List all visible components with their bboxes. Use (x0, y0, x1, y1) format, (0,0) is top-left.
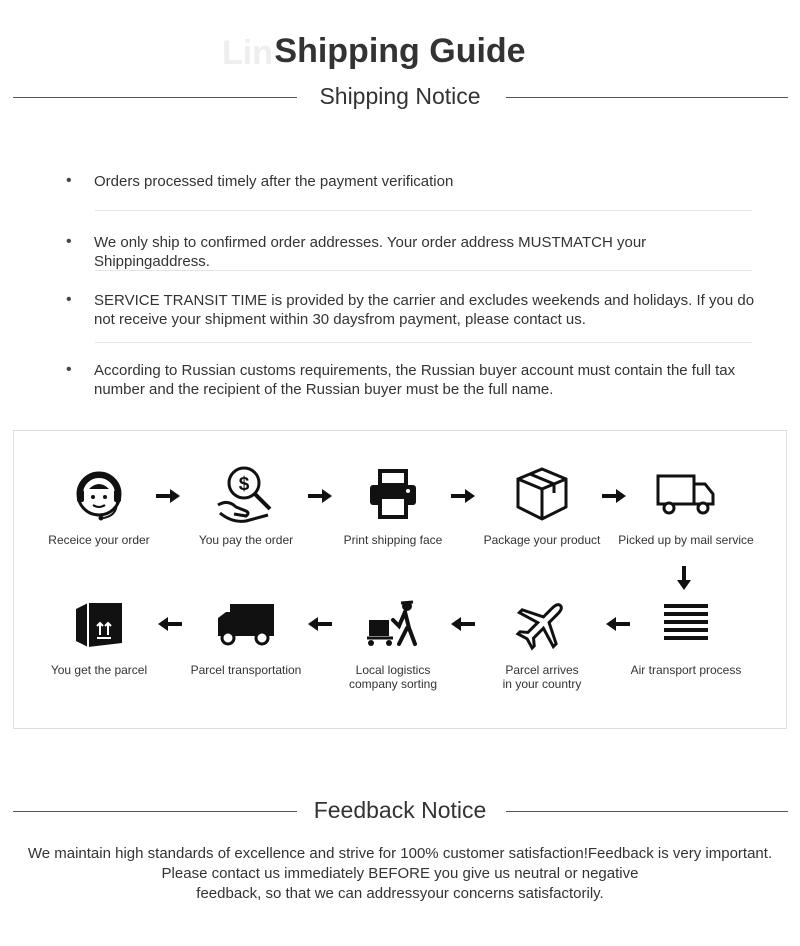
arrow-left-icon (308, 617, 332, 631)
feedback-line: feedback, so that we can addressyour concerns satisfactorily. (196, 885, 604, 902)
step-get-parcel (29, 591, 169, 677)
bullet: • (66, 172, 72, 189)
arrow-right-icon (451, 489, 475, 503)
divider (95, 210, 752, 211)
step-label: Receice your order (48, 533, 150, 547)
parcel-box-icon (29, 591, 169, 657)
customer-service-icon (29, 461, 169, 527)
step-label: Parcel arrives in your country (502, 663, 582, 691)
arrow-left-icon (606, 617, 630, 631)
package-icon (472, 461, 612, 527)
divider (95, 270, 752, 271)
bullet: • (66, 291, 72, 308)
feedback-line: We maintain high standards of excellence and strive for 100% customer satisfaction!Feedback is very important. (27, 845, 773, 862)
watermark-text: Lin (222, 34, 273, 72)
printer-icon (323, 461, 463, 527)
shipping-process-panel (13, 430, 787, 729)
stack-icon (616, 591, 756, 657)
step-picked-up (616, 461, 756, 547)
arrow-down-icon (677, 566, 691, 590)
step-receive-order (29, 461, 169, 547)
courier-icon (323, 591, 463, 657)
step-label: Package your product (483, 533, 601, 547)
feedback-notice-header (0, 797, 800, 827)
shipping-notice-title: Shipping Notice (319, 83, 481, 109)
notice-text: Orders processed timely after the payment verification (94, 173, 454, 190)
arrow-right-icon (602, 489, 626, 503)
step-parcel-transportation (176, 591, 316, 677)
arrow-left-icon (158, 617, 182, 631)
feedback-notice-text (0, 844, 800, 904)
shipping-notice-header (0, 83, 800, 113)
bullet: • (66, 361, 72, 378)
step-label: You pay the order (198, 533, 294, 547)
step-local-sorting (323, 591, 463, 691)
step-print-shipping (323, 461, 463, 547)
truck-icon (616, 461, 756, 527)
svg-text:$: $ (238, 474, 250, 495)
arrow-right-icon (156, 489, 180, 503)
notice-text: We only ship to confirmed order addresses. Your order address MUSTMATCH your Shippingaddress. (94, 234, 647, 270)
notice-text: SERVICE TRANSIT TIME is provided by the carrier and excludes weekends and holidays. If you do not receive your shipment within 30 daysfrom payment, please contact us. (94, 292, 755, 328)
divider (95, 342, 752, 343)
feedback-line: Please contact us immediately BEFORE you give us neutral or negative (161, 865, 639, 882)
step-pay-order (176, 461, 316, 547)
step-label: You get the parcel (50, 663, 148, 677)
delivery-truck-icon (176, 591, 316, 657)
step-label: Local logistics company sorting (348, 663, 438, 691)
step-label: Air transport process (630, 663, 742, 677)
step-air-transport (616, 591, 756, 677)
page-title: Shipping Guide (274, 32, 526, 70)
feedback-notice-title: Feedback Notice (313, 797, 487, 823)
heading-rule-right (506, 811, 788, 812)
title-area (0, 30, 800, 80)
step-parcel-arrives (472, 591, 612, 691)
step-package-product (472, 461, 612, 547)
step-label: Parcel transportation (190, 663, 302, 677)
arrow-left-icon (451, 617, 475, 631)
payment-icon (176, 461, 316, 527)
heading-rule-right (506, 97, 788, 98)
airplane-icon (472, 591, 612, 657)
step-label: Picked up by mail service (618, 533, 754, 547)
arrow-right-icon (308, 489, 332, 503)
notice-text: According to Russian customs requirements, the Russian buyer account must contain the full tax number and the recipient of the Russian buyer must be the full name. (94, 362, 736, 398)
step-label: Print shipping face (343, 533, 443, 547)
bullet: • (66, 233, 72, 250)
